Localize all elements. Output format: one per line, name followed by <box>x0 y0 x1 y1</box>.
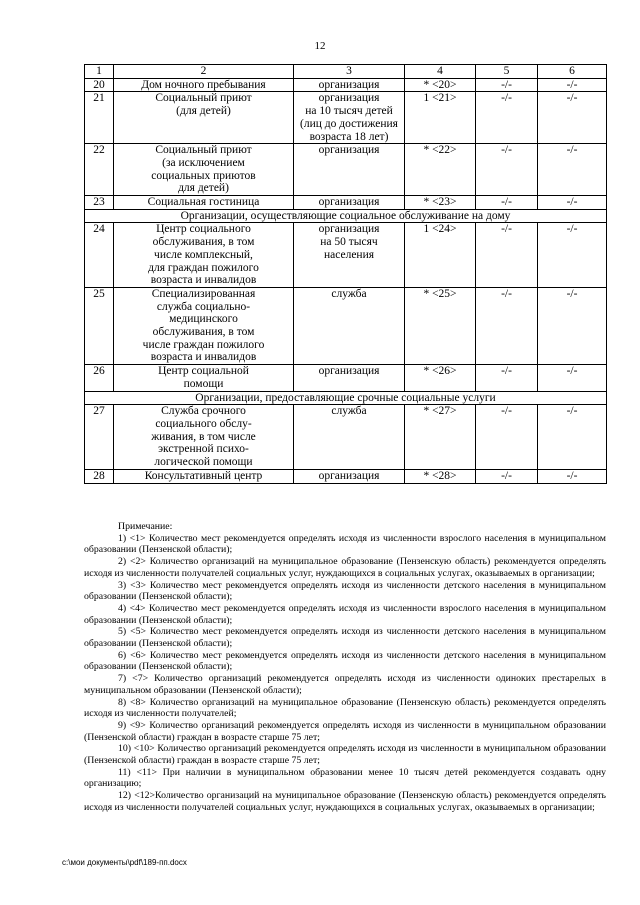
table-cell: * <22> <box>405 144 476 196</box>
table-cell: Социальный приют (за исключением социальных приютов для детей) <box>114 144 294 196</box>
note-item: 2) <2> Количество организаций на муниципальное образование (Пензенскую область) рекомендуется определять исходя из численности получателей социальных услуг, нуждающихся в социальных услугах, оказываемых в организации; <box>84 556 606 579</box>
table-header-row <box>85 65 607 79</box>
table-row <box>85 92 607 144</box>
section-heading: Организации, осуществляющие социальное обслуживание на дому <box>85 209 607 223</box>
table-cell: -/- <box>538 287 607 364</box>
note-item: 11) <11> При наличии в муниципальном образовании менее 10 тысяч детей рекомендуется создавать одну организацию; <box>84 766 606 790</box>
header-cell: 4 <box>405 65 476 79</box>
table-cell: -/- <box>476 196 538 210</box>
table-cell: Социальный приют (для детей) <box>114 92 294 144</box>
note-item: 5) <5> Количество мест рекомендуется определять исходя из численности детского населения в муниципальном образовании (Пензенской области); <box>84 626 606 650</box>
table-cell: * <23> <box>405 196 476 210</box>
header-cell: 6 <box>538 65 607 79</box>
note-item: 3) <3> Количество мест рекомендуется определять исходя из численности детского населения в муниципальном образовании (Пензенской области); <box>84 579 606 603</box>
note-item: 4) <4> Количество мест рекомендуется определять исходя из численности взрослого населения в муниципальном образовании (Пензенской области); <box>84 602 606 626</box>
table-row <box>85 78 607 92</box>
table-row <box>85 223 607 288</box>
table-cell: -/- <box>476 365 538 391</box>
table-row <box>85 365 607 391</box>
table-cell: Центр социального обслуживания, в том числе комплексный, для граждан пожилого возраста и инвалидов <box>114 223 294 288</box>
table-cell: организация на 10 тысяч детей (лиц до достижения возраста 18 лет) <box>294 92 405 144</box>
table-cell: -/- <box>476 287 538 364</box>
table-cell: организация <box>294 144 405 196</box>
table-cell: организация <box>294 196 405 210</box>
table-cell: -/- <box>476 223 538 288</box>
table-cell: -/- <box>476 92 538 144</box>
page-number: 12 <box>314 40 326 52</box>
table-cell: * <20> <box>405 78 476 92</box>
table-cell: организация <box>294 469 405 483</box>
header-cell: 5 <box>476 65 538 79</box>
table-cell: 28 <box>85 469 114 483</box>
header-cell: 2 <box>114 65 294 79</box>
note-item: 9) <9> Количество организаций рекомендуется определять исходя из численности в муниципальном образовании (Пензенской области) граждан в возрасте старше 75 лет; <box>84 719 606 743</box>
facilities-table <box>84 64 607 484</box>
table-cell: Служба срочного социального обслу- живания, в том числе экстренной психо- логической помощи <box>114 405 294 470</box>
table-cell: -/- <box>538 223 607 288</box>
notes-title: Примечание: <box>118 521 173 532</box>
header-cell: 3 <box>294 65 405 79</box>
table-cell: 26 <box>85 365 114 391</box>
table-cell: -/- <box>538 469 607 483</box>
table-cell: служба <box>294 287 405 364</box>
table-cell: 20 <box>85 78 114 92</box>
section-row <box>85 209 607 223</box>
table-cell: -/- <box>538 144 607 196</box>
table-cell: 25 <box>85 287 114 364</box>
note-item: 8) <8> Количество организаций на муниципальное образование (Пензенскую область) рекомендуется определять исходя из численности получателей; <box>84 696 606 720</box>
table-cell: -/- <box>538 78 607 92</box>
table-cell: 24 <box>85 223 114 288</box>
table-cell: 1 <24> <box>405 223 476 288</box>
table-row <box>85 287 607 364</box>
table-cell: * <26> <box>405 365 476 391</box>
section-row <box>85 391 607 405</box>
table-cell: 1 <21> <box>405 92 476 144</box>
note-item: 12) <12>Количество организаций на муниципальное образование (Пензенскую область) рекомендуется определять исходя из численности получателей социальных услуг, нуждающихся в социальных услугах, оказываемых в организации; <box>84 790 606 813</box>
table-cell: Консультативный центр <box>114 469 294 483</box>
table-row <box>85 405 607 470</box>
note-item: 1) <1> Количество мест рекомендуется определять исходя из численности взрослого населения в муниципальном образовании (Пензенской области); <box>84 532 606 556</box>
note-item: 6) <6> Количество мест рекомендуется определять исходя из численности детского населения в муниципальном образовании (Пензенской области); <box>84 649 606 673</box>
table-cell: -/- <box>538 196 607 210</box>
table-row <box>85 469 607 483</box>
table-cell: организация на 50 тысяч населения <box>294 223 405 288</box>
table-cell: Центр социальной помощи <box>114 365 294 391</box>
table-cell: 21 <box>85 92 114 144</box>
notes-list <box>84 533 606 814</box>
table-cell: организация <box>294 365 405 391</box>
note-item: 7) <7> Количество организаций рекомендуется определять исходя из численности одиноких престарелых в муниципальном образовании (Пензенской области); <box>84 673 606 696</box>
table-cell: -/- <box>476 78 538 92</box>
table-cell: -/- <box>476 469 538 483</box>
table-row <box>85 196 607 210</box>
table-cell: 23 <box>85 196 114 210</box>
notes-section <box>84 521 606 814</box>
table-cell: * <25> <box>405 287 476 364</box>
table-cell: служба <box>294 405 405 470</box>
file-path-footer: c:\мои документы\pdf\189-пп.docx <box>62 858 187 867</box>
note-item: 10) <10> Количество организаций рекомендуется определять исходя из численности в муниципальном образовании (Пензенской области) граждан в возрасте старше 75 лет; <box>84 743 606 767</box>
table-cell: -/- <box>476 144 538 196</box>
table-cell: * <27> <box>405 405 476 470</box>
table-cell: Специализированная служба социально- медицинского обслуживания, в том числе граждан пожилого возраста и инвалидов <box>114 287 294 364</box>
table-cell: * <28> <box>405 469 476 483</box>
table-cell: -/- <box>538 365 607 391</box>
table-row <box>85 144 607 196</box>
table-cell: -/- <box>538 92 607 144</box>
section-heading: Организации, предоставляющие срочные социальные услуги <box>85 391 607 405</box>
table-cell: Дом ночного пребывания <box>114 78 294 92</box>
header-cell: 1 <box>85 65 114 79</box>
table-cell: организация <box>294 78 405 92</box>
table-cell: 27 <box>85 405 114 470</box>
table-cell: Социальная гостиница <box>114 196 294 210</box>
table-cell: 22 <box>85 144 114 196</box>
table-cell: -/- <box>476 405 538 470</box>
table-cell: -/- <box>538 405 607 470</box>
